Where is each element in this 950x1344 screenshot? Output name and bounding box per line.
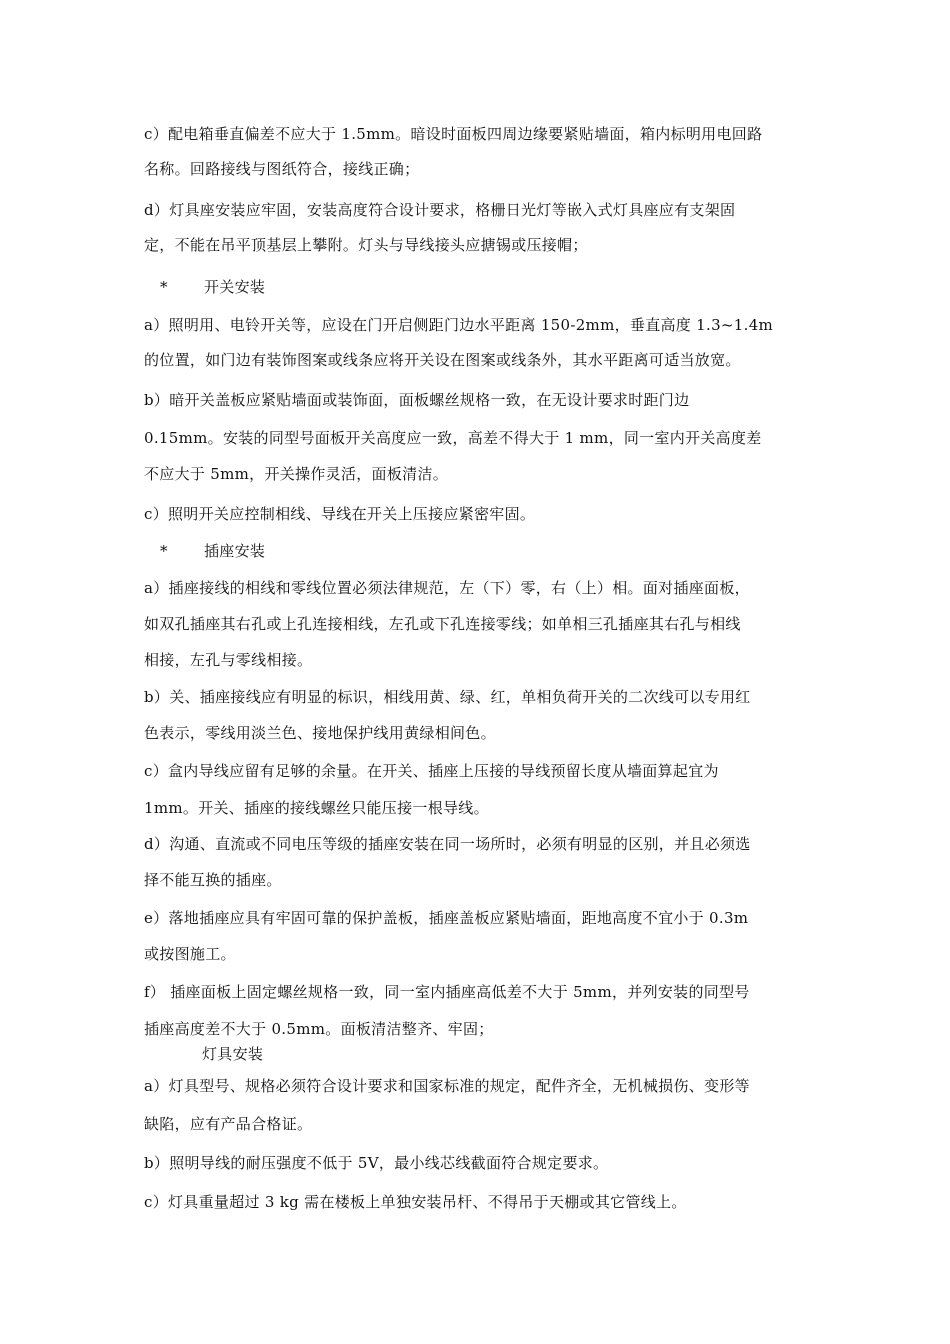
bullet-marker: * [160, 278, 168, 296]
paragraph-line: 0.15mm。安装的同型号面板开关高度应一致，高差不得大于 1 mm，同一室内开关高度差 [144, 429, 762, 447]
paragraph-line: 缺陷，应有产品合格证。 [144, 1115, 313, 1133]
paragraph-line: b）关、插座接线应有明显的标识，相线用黄、绿、红，单相负荷开关的二次线可以专用红 [144, 688, 751, 706]
paragraph-line: c）盒内导线应留有足够的余量。在开关、插座上压接的导线预留长度从墙面算起宜为 [144, 762, 719, 780]
paragraph-line: c）灯具重量超过 3 kg 需在楼板上单独安装吊杆、不得吊于天棚或其它管线上。 [144, 1193, 687, 1211]
paragraph-line: 插座高度差不大于 0.5mm。面板清洁整齐、牢固； [144, 1020, 494, 1038]
bullet-marker: * [160, 542, 168, 560]
paragraph-line: a）照明用、电铃开关等，应设在门开启侧距门边水平距离 150-2mm，垂直高度 1.3~1.4m [144, 316, 774, 334]
section-heading-socket [160, 541, 265, 561]
paragraph-line: a）插座接线的相线和零线位置必须法律规范，左（下）零，右（上）相。面对插座面板， [144, 579, 750, 597]
paragraph-line: b）暗开关盖板应紧贴墙面或装饰面，面板螺丝规格一致，在无设计要求时距门边 [144, 391, 690, 409]
paragraph-line: b）照明导线的耐压强度不低于 5V，最小线芯线截面符合规定要求。 [144, 1154, 609, 1172]
paragraph-line: 色表示，零线用淡兰色、接地保护线用黄绿相间色。 [144, 724, 496, 742]
paragraph-line: 定，不能在吊平顶基层上攀附。灯头与导线接头应搪锡或压接帽； [144, 236, 588, 254]
paragraph-line: c）照明开关应控制相线、导线在开关上压接应紧密牢固。 [144, 505, 536, 523]
paragraph-line: f） 插座面板上固定螺丝规格一致，同一室内插座高低差不大于 5mm，并列安装的同型号 [144, 983, 750, 1001]
paragraph-line: d）灯具座安装应牢固，安装高度符合设计要求，格栅日光灯等嵌入式灯具座应有支架固 [144, 201, 736, 219]
paragraph-line: 的位置，如门边有装饰图案或线条应将开关设在图案或线条外，其水平距离可适当放宽。 [144, 351, 741, 369]
paragraph-line: 相接，左孔与零线相接。 [144, 651, 313, 669]
paragraph-line: e）落地插座应具有牢固可靠的保护盖板，插座盖板应紧贴墙面，距地高度不宜小于 0.3m [144, 909, 749, 927]
section-heading-label: 插座安装 [204, 542, 266, 560]
section-heading-switch [160, 277, 265, 297]
section-heading-lamp: 灯具安装 [202, 1045, 264, 1063]
paragraph-line: 如双孔插座其右孔或上孔连接相线，左孔或下孔连接零线；如单相三孔插座其右孔与相线 [144, 615, 741, 633]
section-heading-label: 开关安装 [204, 278, 266, 296]
paragraph-line: 不应大于 5mm，开关操作灵活，面板清洁。 [144, 465, 449, 483]
paragraph-line: c）配电箱垂直偏差不应大于 1.5mm。暗设时面板四周边缘要紧贴墙面，箱内标明用电回路 [144, 125, 763, 143]
paragraph-line: 择不能互换的插座。 [144, 871, 282, 889]
paragraph-line: a）灯具型号、规格必须符合设计要求和国家标准的规定，配件齐全，无机械损伤、变形等 [144, 1077, 750, 1095]
paragraph-line: d）沟通、直流或不同电压等级的插座安装在同一场所时，必须有明显的区别，并且必须选 [144, 835, 751, 853]
paragraph-line: 1mm。开关、插座的接线螺丝只能压接一根导线。 [144, 799, 489, 817]
paragraph-line: 或按图施工。 [144, 945, 236, 963]
paragraph-line: 名称。回路接线与图纸符合，接线正确； [144, 160, 420, 178]
